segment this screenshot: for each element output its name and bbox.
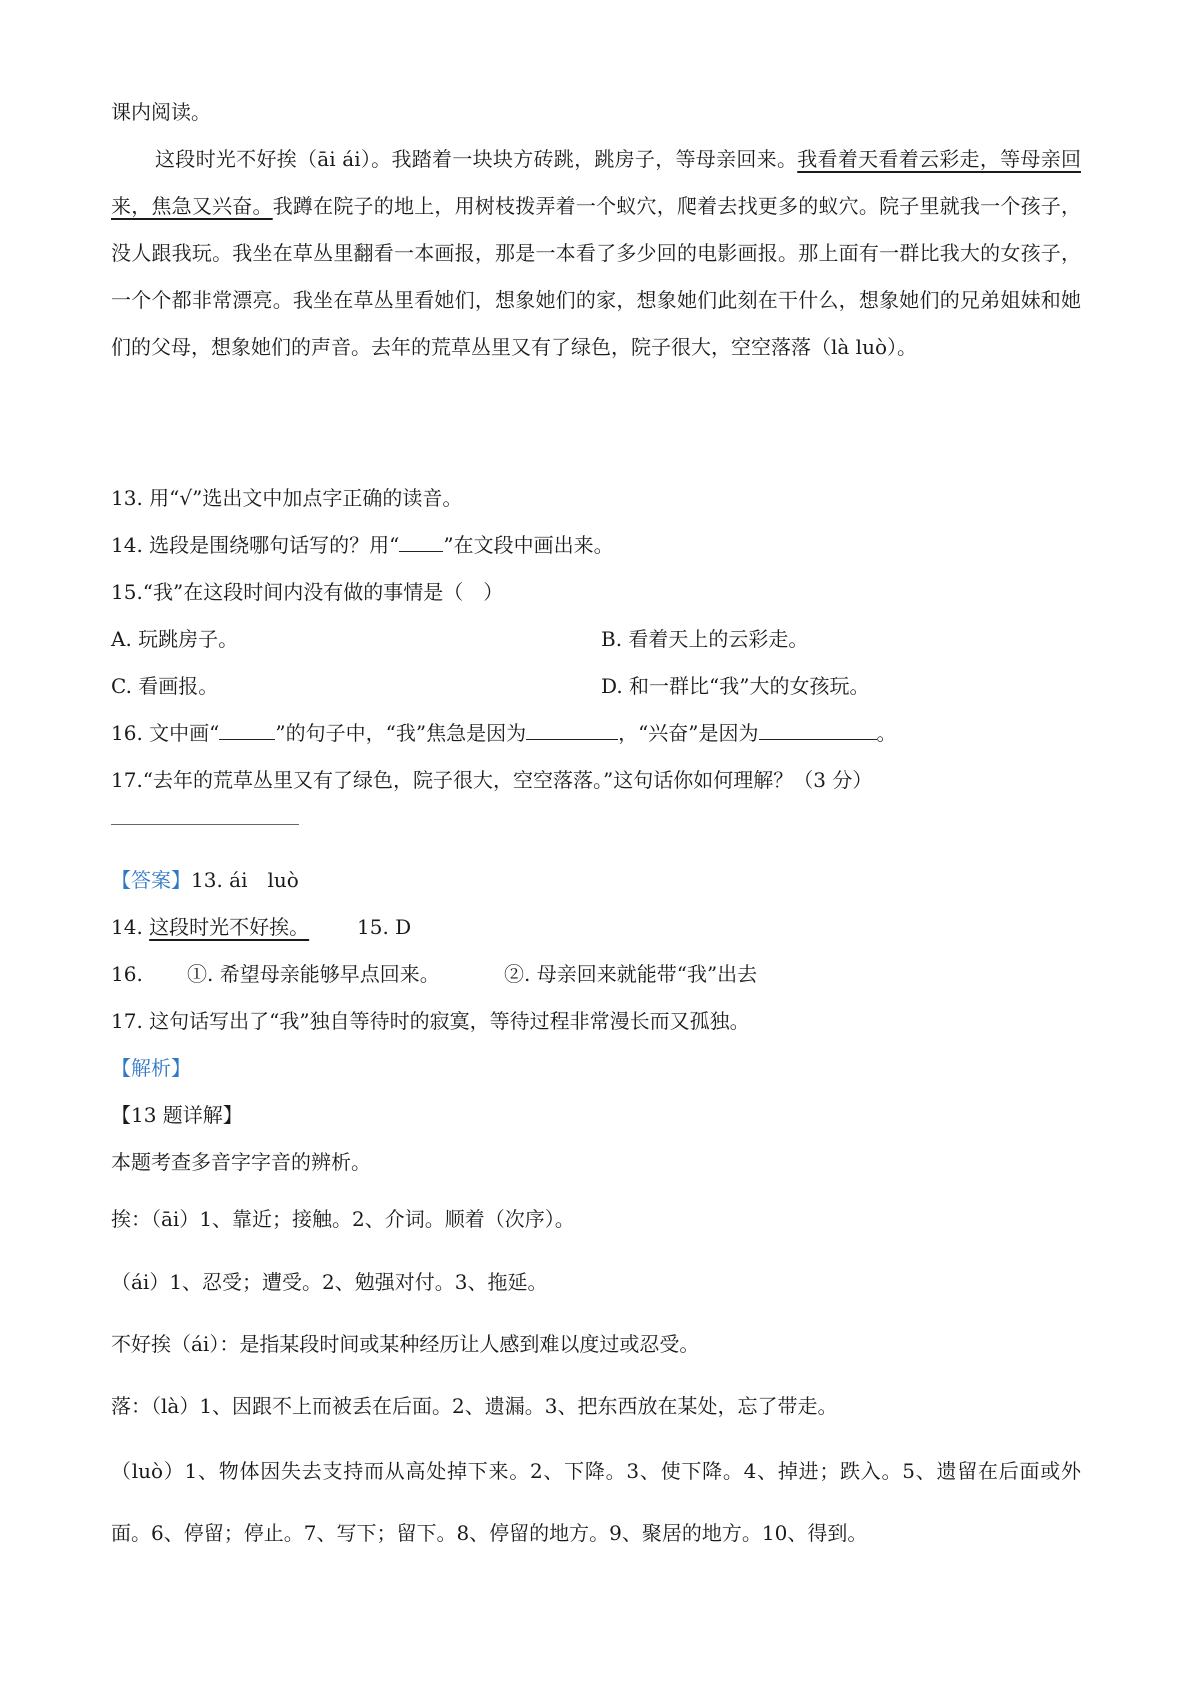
passage-rest: 我蹲在院子的地上，用树枝拨弄着一个蚁穴，爬着去找更多的蚁穴。院子里就我一个孩子，没人跟我玩。我坐在草丛里翻看一本画报，那是一本看了多少回的电影画报。那上面有一群比我大的女孩子，一个个都非常漂亮。我坐在草丛里看她们，想象她们的家，想象她们此刻在干什么，想象她们的兄弟姐妹和她们的父母，想象她们的声音。去年的荒草丛里又有了绿色，院子很大，空空落落（là luò）。 <box>111 194 1082 359</box>
answer-16-number: 16. <box>111 962 143 986</box>
analysis-line-1: 挨：（āi）1、靠近；接触。2、介词。顺着（次序）。 <box>111 1207 575 1231</box>
question-16 <box>111 719 897 747</box>
answer-row-13 <box>111 866 299 894</box>
section-heading: 课内阅读。 <box>111 100 211 124</box>
answer-16-part-1: ①. 希望母亲能够早点回来。 <box>187 962 440 986</box>
passage-key-sentence: 我看着天看着云彩走，等母亲回来，焦急又兴奋。 <box>111 147 1082 218</box>
question-14-text-b: ”在文段中画出来。 <box>443 533 614 557</box>
analysis-tag: 【解析】 <box>111 1056 191 1080</box>
underline-sample-blank <box>399 533 443 552</box>
answer-blank-1 <box>526 721 618 740</box>
question-13: 13. 用“√”选出文中加点字正确的读音。 <box>111 486 463 510</box>
question-14 <box>111 531 614 559</box>
answer-row-14 <box>111 913 309 941</box>
question-16-text-a: 16. 文中画“ <box>111 721 220 745</box>
question-17: 17.“去年的荒草丛里又有了绿色，院子很大，空空落落。”这句话你如何理解？（3 分） <box>111 768 873 792</box>
answer-13: 13. ái luò <box>191 868 299 892</box>
analysis-intro: 本题考查多音字字音的辨析。 <box>111 1150 371 1174</box>
analysis-line-5: （luò）1、物体因失去支持而从高处掉下来。2、下降。3、使下降。4、掉进；跌入。5、遗留在后面或外面。6、停留；停止。7、写下；留下。8、停留的地方。9、聚居的地方。10、得到。 <box>111 1459 1081 1545</box>
answer-16-part-2: ②. 母亲回来就能带“我”出去 <box>504 962 758 986</box>
answer-15: 15. D <box>357 915 412 939</box>
option-d: D. 和一群比“我”大的女孩玩。 <box>601 674 870 698</box>
reading-passage <box>111 136 1081 371</box>
answer-blank-2 <box>759 721 877 740</box>
question-16-text-d: 。 <box>876 721 897 745</box>
question-14-text-a: 14. 选段是围绕哪句话写的？用“ <box>111 533 400 557</box>
option-a: A. 玩跳房子。 <box>111 627 239 651</box>
option-b: B. 看着天上的云彩走。 <box>601 627 809 651</box>
passage-start: 这段时光不好挨（āi ái）。我踏着一块块方砖跳，跳房子，等母亲回来。 <box>155 147 798 171</box>
answer-14-number: 14. <box>111 915 150 939</box>
analysis-subheading: 【13 题详解】 <box>111 1103 243 1127</box>
question-15: 15.“我”在这段时间内没有做的事情是（ ） <box>111 580 504 604</box>
answer-tag: 【答案】 <box>111 868 191 892</box>
question-16-text-b: ”的句子中，“我”焦急是因为 <box>275 721 527 745</box>
underline-sample-blank-2 <box>219 721 275 740</box>
answer-17: 17. 这句话写出了“我”独自等待时的寂寞，等待过程非常漫长而又孤独。 <box>111 1009 750 1033</box>
answer-14-text: 这段时光不好挨。 <box>149 915 310 939</box>
answer-line <box>111 824 299 825</box>
analysis-line-4: 落：（là）1、因跟不上而被丢在后面。2、遗漏。3、把东西放在某处，忘了带走。 <box>111 1394 838 1418</box>
analysis-line-2: （ái）1、忍受；遭受。2、勉强对付。3、拖延。 <box>111 1270 548 1294</box>
question-16-text-c: ，“兴奋”是因为 <box>618 721 759 745</box>
analysis-line-3: 不好挨（ái）：是指某段时间或某种经历让人感到难以度过或忍受。 <box>111 1332 700 1356</box>
option-c: C. 看画报。 <box>111 674 219 698</box>
